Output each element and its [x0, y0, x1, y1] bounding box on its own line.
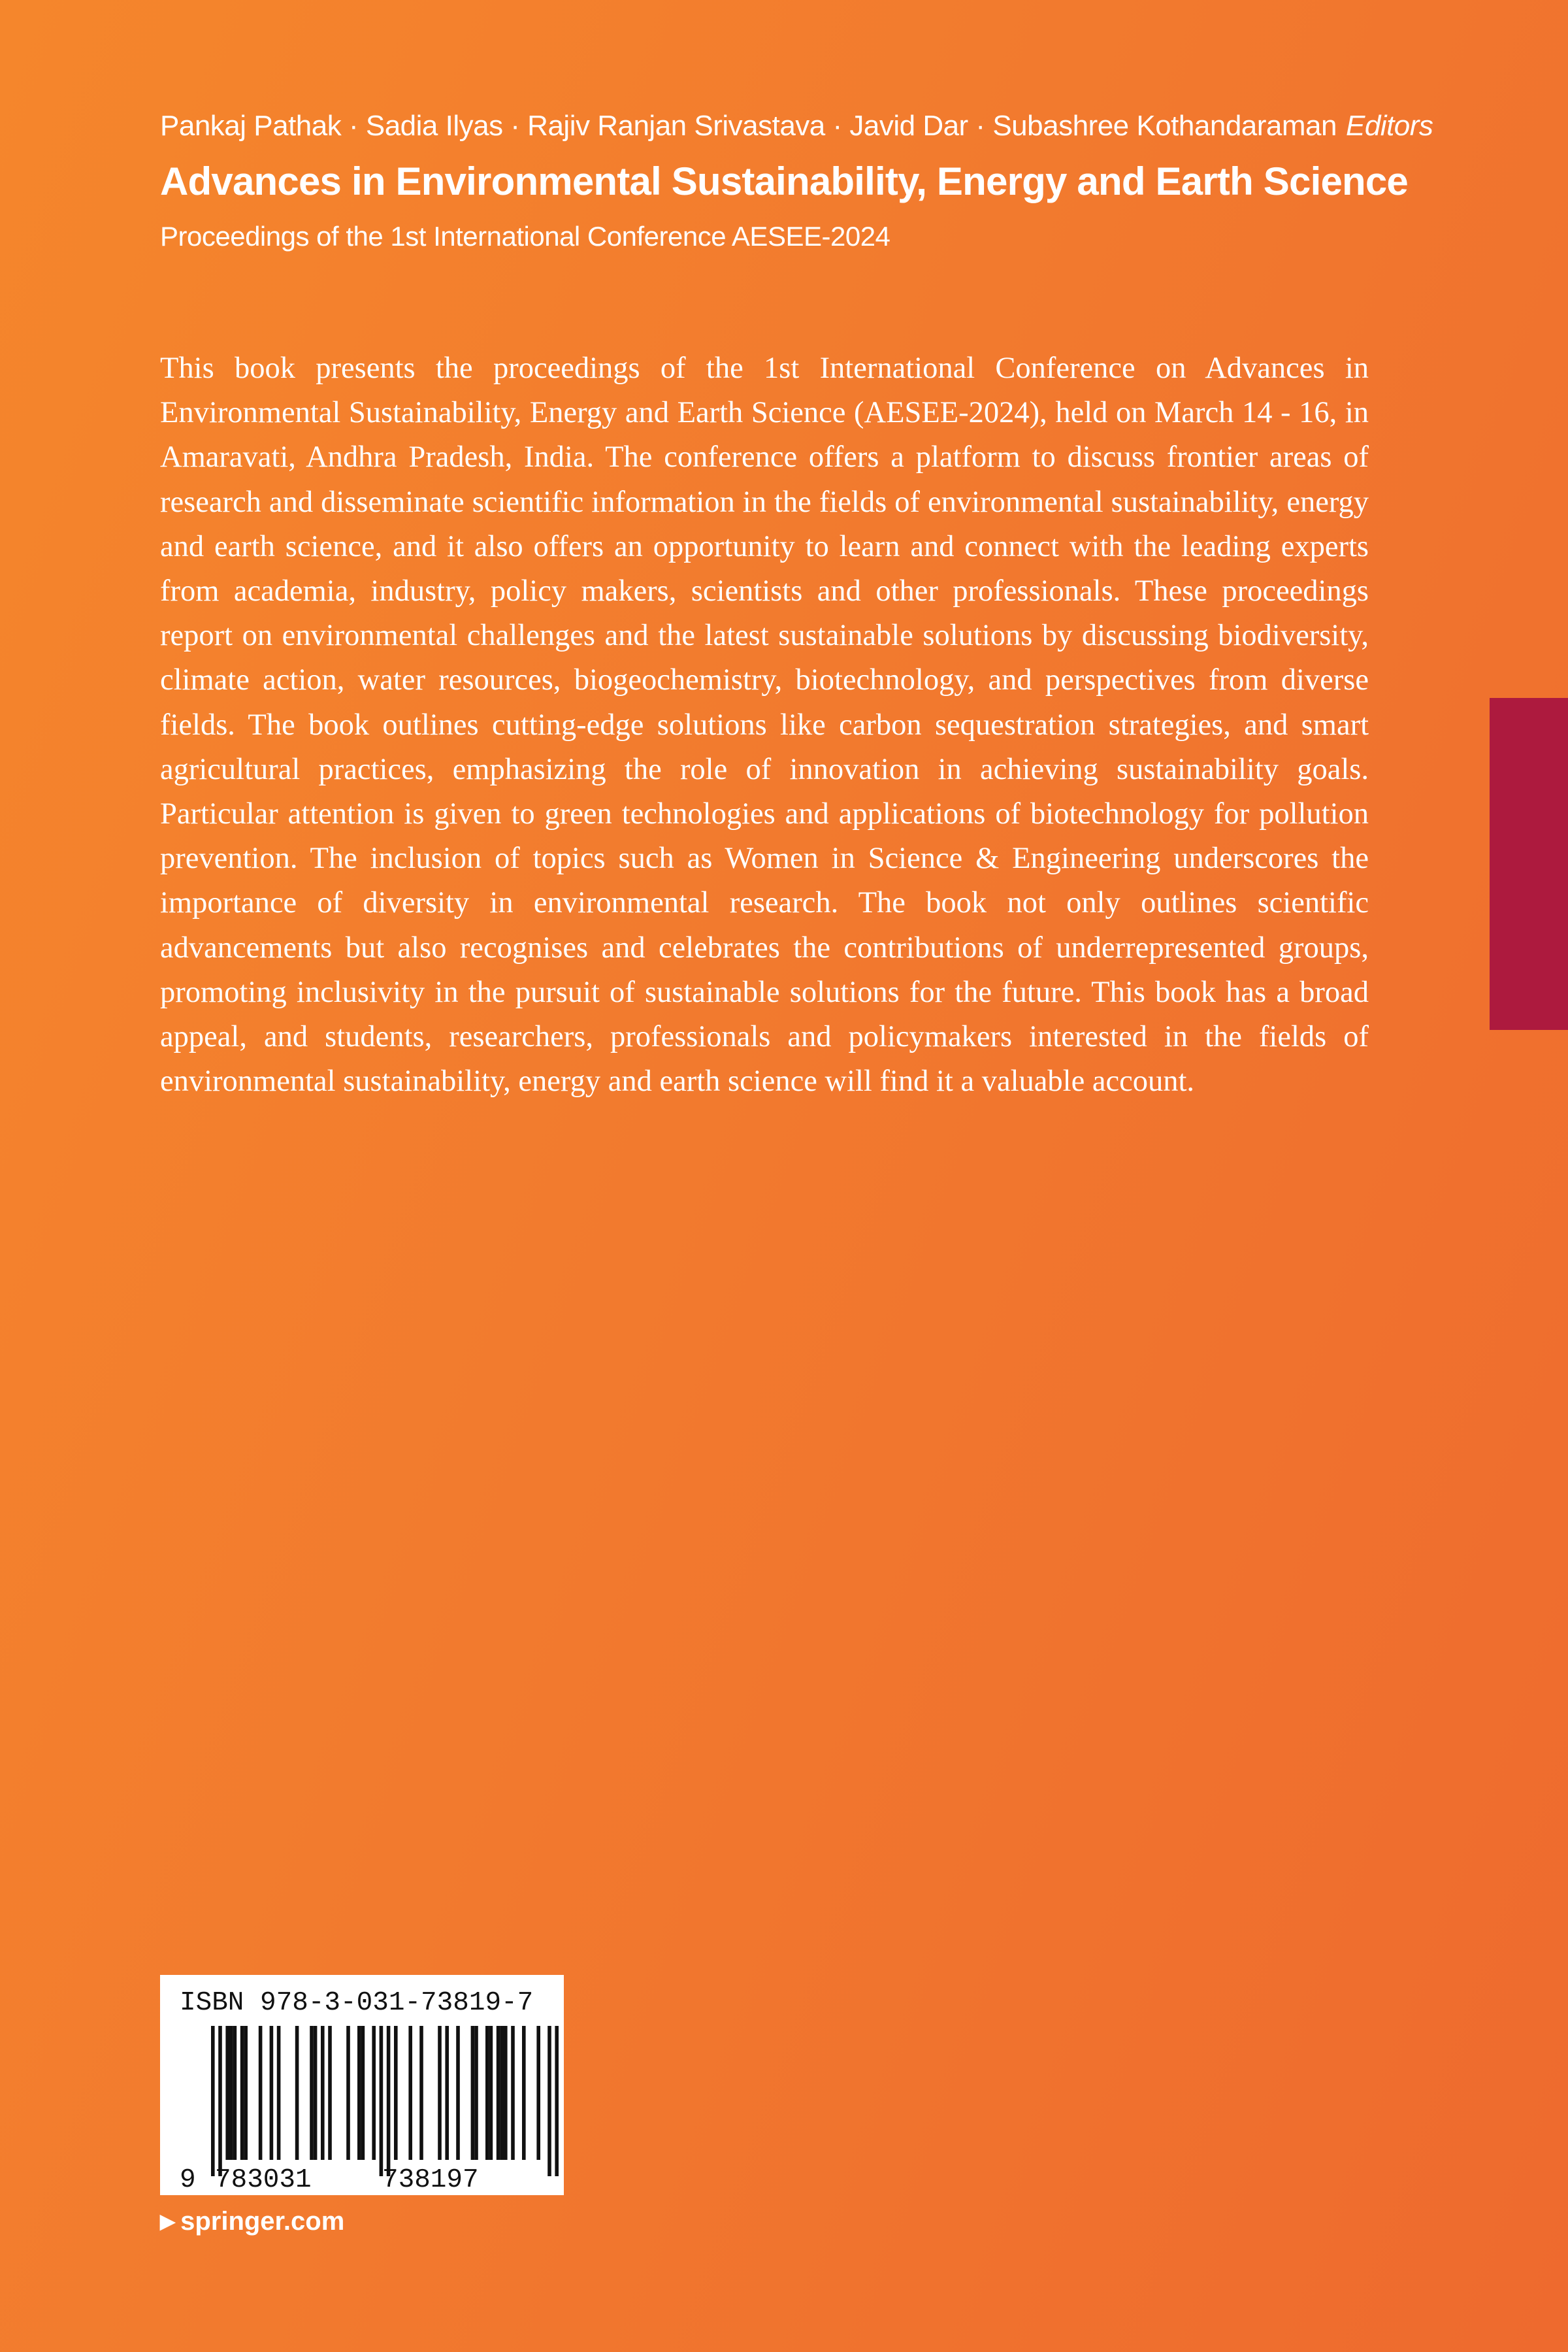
barcode-left-digits: 783031: [215, 2165, 312, 2195]
publisher-link-label: springer.com: [180, 2207, 345, 2236]
triangle-right-icon: ▶: [160, 2211, 176, 2232]
barcode-bar: [218, 2026, 222, 2176]
barcode-bar: [321, 2026, 325, 2160]
barcode-bar: [240, 2026, 244, 2160]
barcode-bar: [233, 2026, 237, 2160]
barcode-bar: [211, 2026, 215, 2176]
barcode-bar: [314, 2026, 318, 2160]
barcode-bar: [489, 2026, 493, 2160]
barcode-bar: [522, 2026, 526, 2160]
barcode-bar: [485, 2026, 489, 2160]
barcode-icon: [160, 1975, 564, 2195]
isbn-barcode-box: [160, 1975, 564, 2195]
barcode-bar: [372, 2026, 376, 2160]
barcode-bar: [394, 2026, 398, 2160]
barcode-bar: [277, 2026, 281, 2160]
barcode-bar: [295, 2026, 299, 2160]
barcode-bar: [547, 2026, 551, 2176]
barcode-bar: [445, 2026, 449, 2160]
barcode-bar: [497, 2026, 500, 2160]
barcode-bar: [310, 2026, 314, 2160]
publisher-website-link[interactable]: [160, 2205, 344, 2238]
barcode-bar: [438, 2026, 442, 2160]
barcode-bar: [474, 2026, 478, 2160]
book-title: Advances in Environmental Sustainability, Energy and Earth Science: [160, 159, 1409, 203]
editors-role: Editors: [1345, 110, 1433, 142]
barcode-bar: [361, 2026, 365, 2160]
book-subtitle: Proceedings of the 1st International Conference AESEE-2024: [160, 221, 890, 252]
isbn-number: ISBN 978-3-031-73819-7: [180, 1988, 534, 2018]
barcode-bar: [419, 2026, 423, 2160]
barcode-bar: [387, 2026, 391, 2176]
barcode-bar: [259, 2026, 263, 2160]
editor-names: Pankaj Pathak · Sadia Ilyas · Rajiv Ranjan Srivastava · Javid Dar · Subashree Kothandaraman: [160, 110, 1337, 142]
barcode-bar: [225, 2026, 229, 2160]
barcode-bar: [244, 2026, 248, 2160]
barcode-bar: [471, 2026, 475, 2160]
editors-line: [160, 108, 1433, 144]
barcode-bar: [380, 2026, 384, 2176]
barcode-bar: [328, 2026, 332, 2160]
barcode-bar: [229, 2026, 233, 2160]
side-color-tab: [1490, 698, 1568, 1030]
barcode-lead-digit: 9: [180, 2165, 196, 2195]
barcode-bar: [555, 2026, 559, 2176]
barcode-bar: [357, 2026, 361, 2160]
barcode-bar: [536, 2026, 540, 2160]
barcode-bar: [500, 2026, 504, 2160]
barcode-bar: [511, 2026, 515, 2160]
barcode-bar: [346, 2026, 350, 2160]
barcode-bar: [270, 2026, 274, 2160]
barcode-bar: [408, 2026, 412, 2160]
barcode-right-digits: 738197: [382, 2165, 479, 2195]
book-description: This book presents the proceedings of the 1st International Conference on Advances in Environmental Sustainability, Energy and Earth Science (AESEE-2024), held on March 14 - 16, in Amaravati, Andhra Pradesh, India. The conference offers a platform to discuss frontier areas of research and disseminate scientific information in the fields of environmental sustainability, energy and earth science, and it also offers an opportunity to learn and connect with the leading experts from academia, industry, policy makers, scientists and other professionals. These proceedings report on environmental challenges and the latest sustainable solutions by discussing biodiversity, climate action, water resources, biogeochemistry, biotechnology, and perspectives from diverse fields. The book outlines cutting-edge solutions like carbon sequestration strategies, and smart agricultural practices, emphasizing the role of innovation in achieving sustainability goals. Particular attention is given to green technologies and applications of biotechnology for pollution prevention. The inclusion of topics such as Women in Science & Engineering underscores the importance of diversity in environmental research. The book not only outlines scientific advancements but also recognises and celebrates the contributions of underrepresented groups, promoting inclusivity in the pursuit of sustainable solutions for the future. This book has a broad appeal, and students, researchers, professionals and policymakers interested in the fields of environmental sustainability, energy and earth science will find it a valuable account.: [160, 352, 1369, 1099]
barcode-bar: [456, 2026, 460, 2160]
barcode-bar: [504, 2026, 508, 2160]
